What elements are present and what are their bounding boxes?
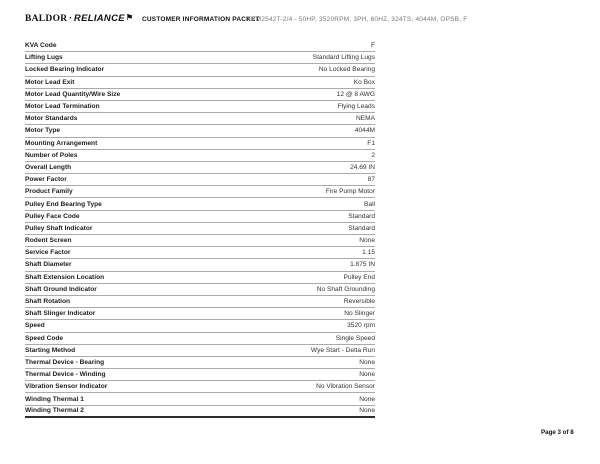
spec-label: Shaft Rotation [25,298,71,306]
page-indicator: Page 3 of 8 [541,429,574,436]
spec-label: Speed [25,322,45,330]
table-row [25,272,375,284]
spec-value: 1.15 [362,249,375,257]
spec-label: Shaft Slinger Indicator [25,310,96,318]
spec-label: Service Factor [25,249,71,257]
spec-label: Power Factor [25,176,67,184]
spec-value: Ko Box [353,78,375,86]
table-row [25,320,375,332]
spec-value: None [359,358,375,366]
spec-label: Motor Lead Exit [25,78,75,86]
spec-value: Flying Leads [337,103,375,111]
spec-label: Pulley Shaft Indicator [25,224,93,232]
spec-value: 2 [371,151,375,159]
table-row [25,138,375,150]
spec-value: Reversible [343,298,375,306]
spec-value: 1.875 IN [350,261,375,269]
spec-value: No Locked Bearing [318,66,375,74]
spec-value: NEMA [355,115,375,123]
spec-value: None [359,237,375,245]
spec-value: Ball [364,200,375,208]
table-row [25,369,375,381]
spec-label: Pulley End Bearing Type [25,200,102,208]
spec-value: 12 @ 8 AWG [336,90,375,98]
table-row [25,393,375,405]
spec-label: KVA Code [25,42,57,50]
spec-label: Motor Lead Quantity/Wire Size [25,90,121,98]
spec-label: Shaft Extension Location [25,273,105,281]
table-row [25,77,375,89]
document-title: CUSTOMER INFORMATION PACKET [142,16,260,23]
spec-value: Fire Pump Motor [325,188,375,196]
spec-value: Standard [348,212,375,220]
table-row [25,296,375,308]
spec-label: Rodent Screen [25,237,72,245]
spec-label: Mounting Arrangement [25,139,98,147]
spec-label: Winding Thermal 2 [25,407,84,415]
spec-value: Standard Lifting Lugs [312,54,375,62]
brand-flag-icon: ⚑ [125,13,134,22]
spec-value: 3520 rpm [347,322,375,330]
spec-label: Motor Lead Termination [25,103,100,111]
spec-label: Shaft Ground Indicator [25,285,97,293]
table-row [25,247,375,259]
spec-label: Starting Method [25,346,76,354]
spec-label: Motor Standards [25,115,78,123]
table-row [25,259,375,271]
spec-value: None [359,407,375,415]
spec-label: Thermal Device - Bearing [25,358,105,366]
table-row [25,52,375,64]
table-row [25,381,375,393]
spec-label: Motor Type [25,127,61,135]
spec-value: No Shaft Grounding [316,285,375,293]
table-row [25,284,375,296]
table-row [25,345,375,357]
spec-value: Wye Start - Delta Run [310,346,375,354]
spec-label: Locked Bearing Indicator [25,66,105,74]
spec-label: Lifting Lugs [25,54,63,62]
table-row [25,333,375,345]
table-row [25,89,375,101]
brand-separator: · [68,13,73,24]
spec-value: Single Speed [335,334,375,342]
product-spec-summary: FPM2542T-2/4 - 50HP, 3520RPM, 3PH, 60HZ, 324TS, 4044M, OPSB, F [247,16,468,23]
spec-label: Overall Length [25,163,72,171]
table-row [25,211,375,223]
table-row [25,101,375,113]
table-row [25,40,375,52]
table-row [25,150,375,162]
table-row [25,406,375,418]
spec-value: No Slinger [344,310,375,318]
spec-label: Shaft Diameter [25,261,72,269]
brand-name-reliance: RELIANCE [73,13,125,24]
table-row [25,186,375,198]
spec-label: Pulley Face Code [25,212,80,220]
table-row [25,223,375,235]
brand-name-baldor: BALDOR [25,14,68,24]
spec-value: F [370,42,375,50]
spec-value: 4044M [354,127,375,135]
spec-label: Number of Poles [25,151,78,159]
spec-value: None [359,395,375,403]
spec-value: No Vibration Sensor [316,383,375,391]
brand-logo [25,13,133,24]
spec-label: Thermal Device - Winding [25,371,106,379]
table-row [25,174,375,186]
table-row [25,162,375,174]
table-row [25,64,375,76]
table-row [25,113,375,125]
table-row [25,198,375,210]
spec-label: Product Family [25,188,73,196]
spec-value: None [359,371,375,379]
table-row [25,357,375,369]
spec-value: Pulley End [343,273,375,281]
document-header [0,0,600,34]
table-row [25,308,375,320]
table-row [25,235,375,247]
spec-label: Speed Code [25,334,64,342]
spec-label: Winding Thermal 1 [25,395,84,403]
spec-value: F1 [367,139,375,147]
spec-label: Vibration Sensor Indicator [25,383,108,391]
spec-value: 24.69 IN [350,163,375,171]
spec-table [25,40,375,418]
spec-value: 87 [367,176,375,184]
spec-value: Standard [348,224,375,232]
table-row [25,125,375,137]
